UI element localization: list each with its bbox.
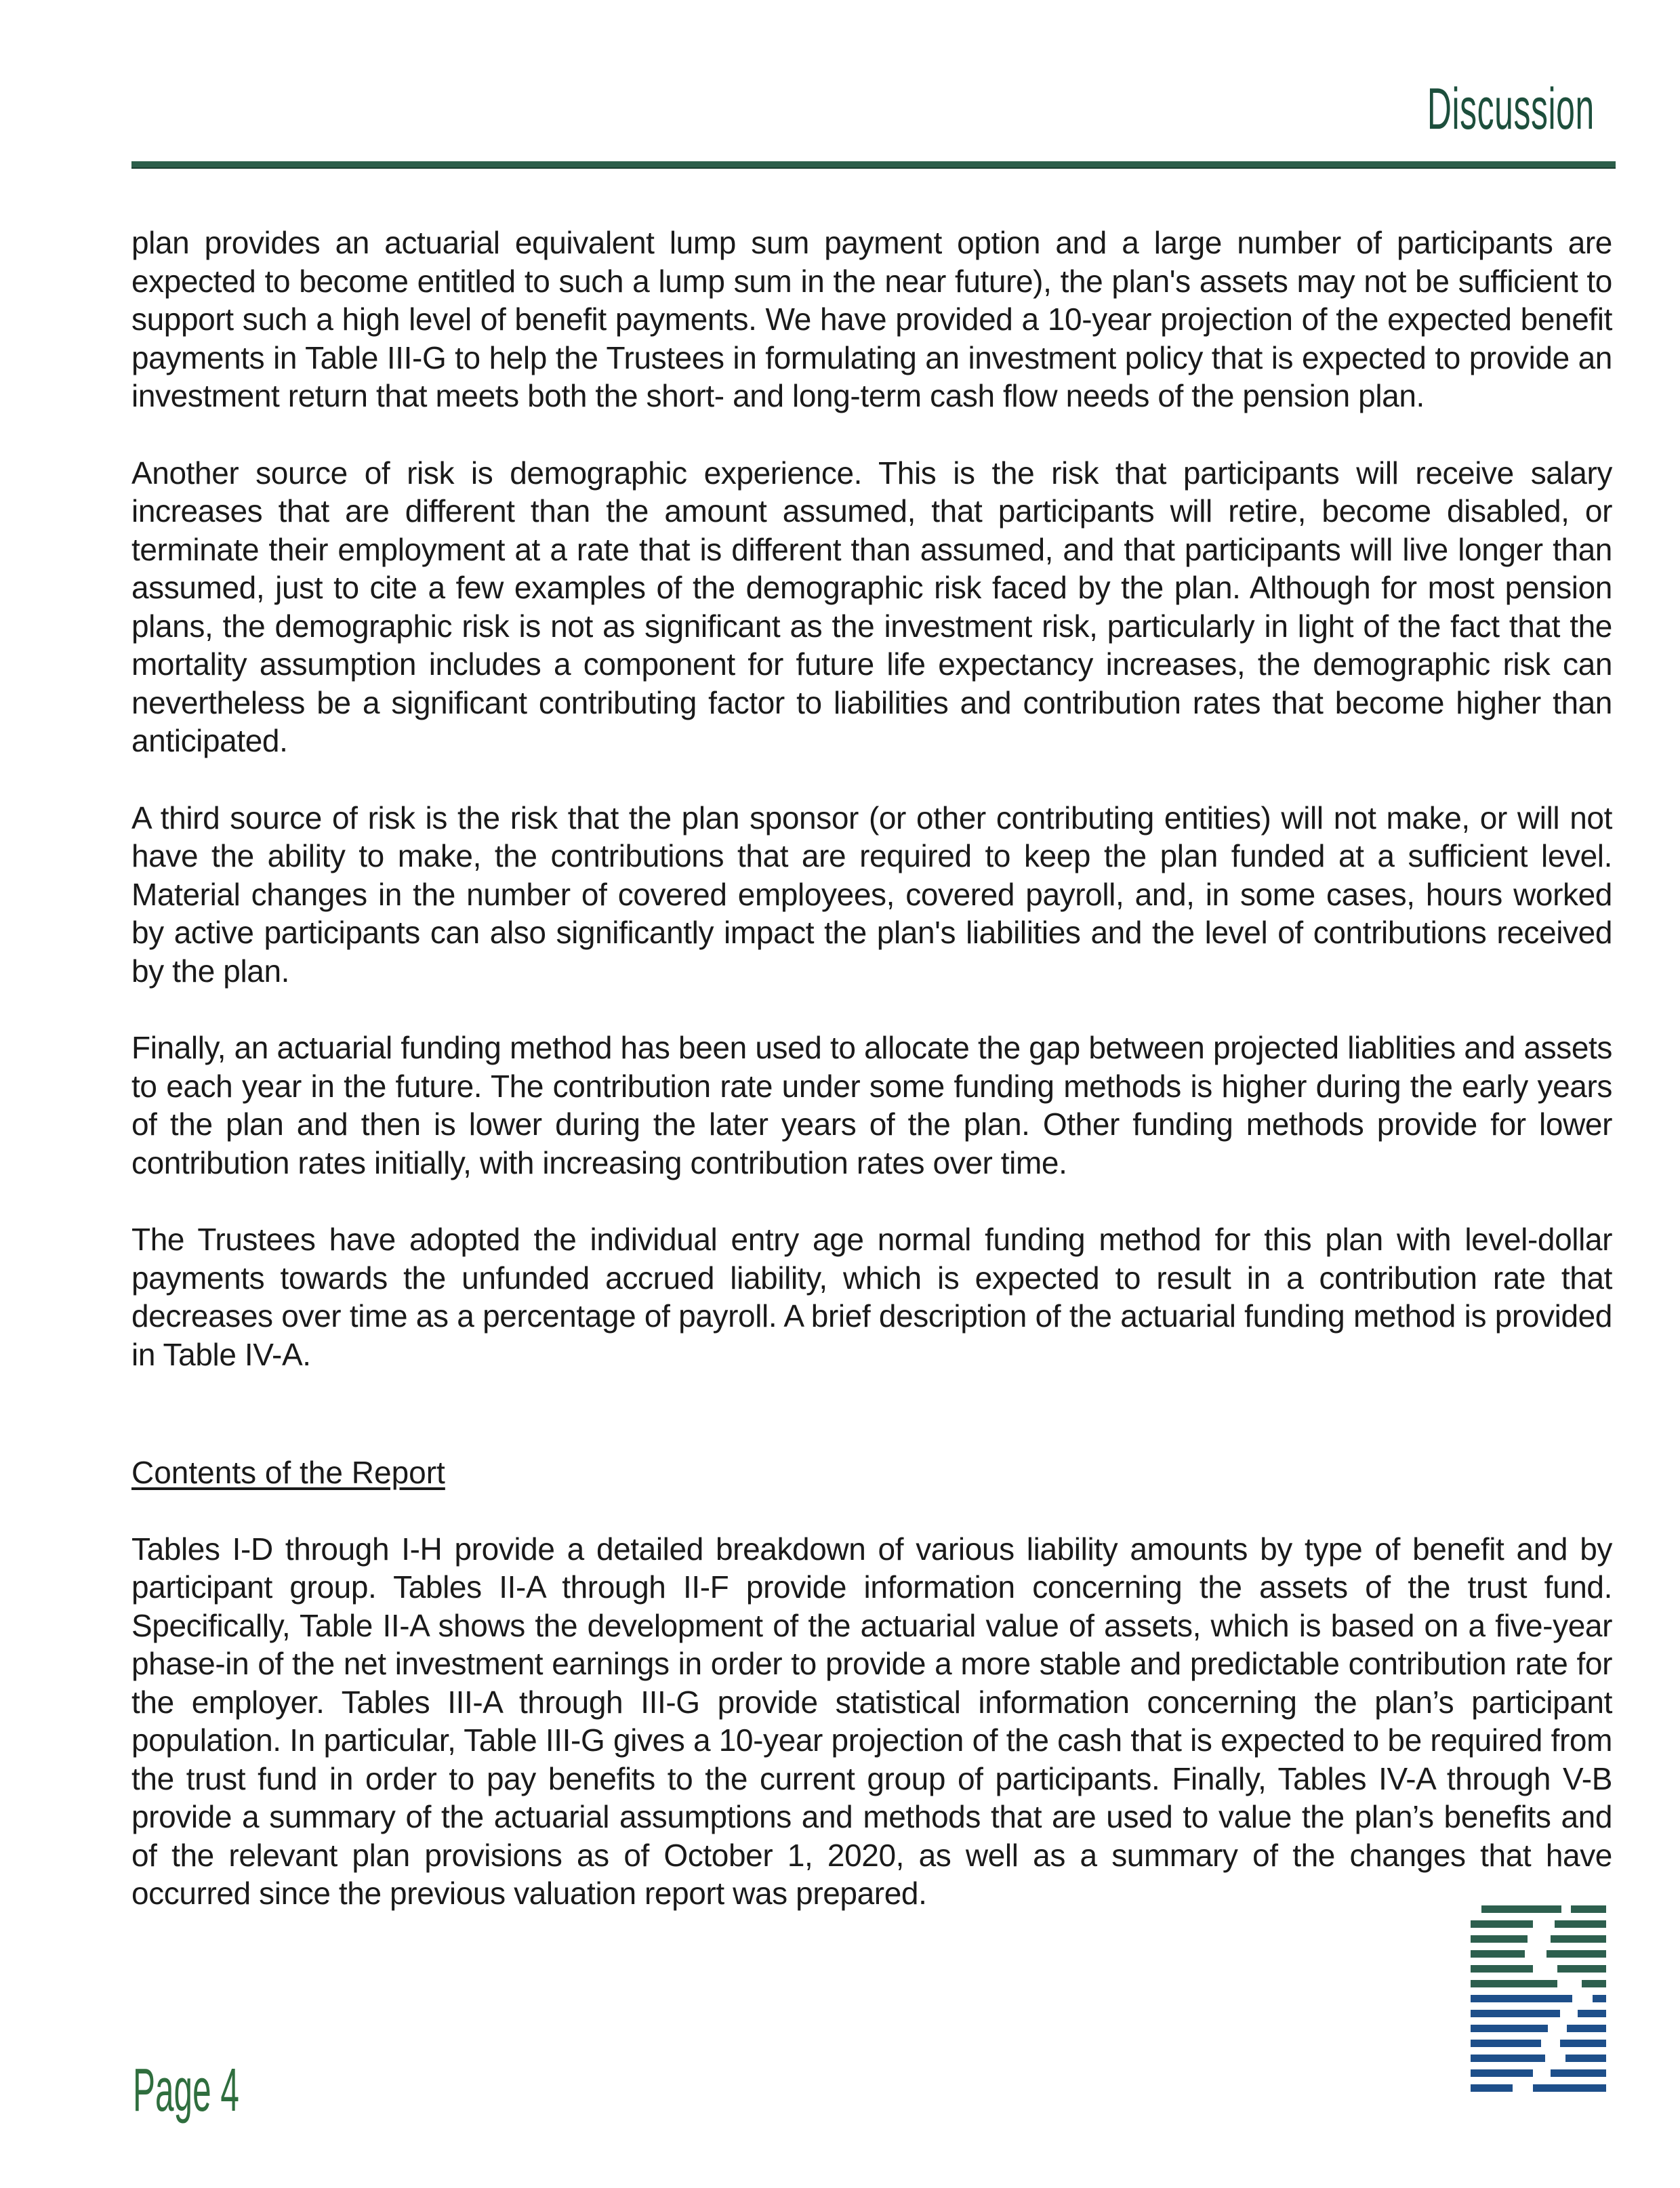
page-number: Page 4 [133, 2057, 239, 2124]
logo-stripe [1557, 1965, 1606, 1973]
paragraph-entry-age-normal: The Trustees have adopted the individual entry age normal funding method for this plan with level-dollar payments towards the unfunded accrued liability, which is expected to result in a contribution rate that decreases over time as a percentage of payroll. A brief description of the actuarial funding method is provided in Table IV-A. [131, 1222, 1612, 1372]
logo-stripe [1471, 1965, 1533, 1973]
firm-logo-icon [1471, 1905, 1606, 2102]
section-title: Discussion [1427, 77, 1595, 142]
logo-stripe [1471, 2069, 1533, 2077]
logo-stripe [1571, 1905, 1606, 1913]
logo-stripe [1582, 1980, 1606, 1987]
paragraph-contents: Tables I-D through I-H provide a detailed breakdown of various liability amounts by type of benefit and by participant group. Tables II-A through II-F provide information concerning the assets of the trust fund. Specifically, Table II-A shows the development of the actuarial value of assets, which is based on a five-year phase-in of the net investment earnings in order to provide a more stable and predictable contribution rate for the employer. Tables III-A through III-G provide statistical information concerning the plan’s participant population. In particular, Table III-G gives a 10-year projection of the cash that is expected to be required from the trust fund in order to pay benefits to the current group of participants. Finally, Tables IV-A through V-B provide a summary of the actuarial assumptions and methods that are used to value the plan’s benefits and of the relevant plan provisions as of October 1, 2020, as well as a summary of the changes that have occurred since the previous valuation report was prepared. [131, 1531, 1612, 1911]
logo-stripe [1560, 2040, 1606, 2047]
logo-stripe [1567, 2025, 1606, 2032]
paragraph-funding-method: Finally, an actuarial funding method has been used to allocate the gap between projected liablities and assets to each year in the future. The contribution rate under some funding methods is higher during the early years of the plan and then is lower during the later years of the plan. Other funding methods provide for lower contribution rates initially, with increasing contribution rates over time. [131, 1030, 1612, 1180]
paragraph-contribution-risk: A third source of risk is the risk that the plan sponsor (or other contributing entities) will not make, or will not have the ability to make, the contributions that are required to keep the plan funded at a sufficient level. Material changes in the number of covered employees, covered payroll, and, in some cases, hours worked by active participants can also significantly impact the plan's liabilities and the level of contributions received by the plan. [131, 800, 1612, 989]
logo-stripe [1471, 1920, 1533, 1928]
logo-stripe [1533, 2084, 1606, 2092]
logo-stripe [1471, 2055, 1545, 2062]
logo-stripe [1471, 1980, 1557, 1987]
logo-stripe [1471, 2025, 1548, 2032]
logo-stripe [1471, 2040, 1541, 2047]
logo-stripe [1578, 2010, 1606, 2017]
header-divider [131, 161, 1616, 169]
logo-stripe [1565, 2055, 1606, 2062]
logo-stripe [1471, 1935, 1528, 1943]
logo-stripe [1551, 2069, 1606, 2077]
logo-stripe [1471, 1995, 1572, 2002]
paragraph-lump-sum: plan provides an actuarial equivalent lump sum payment option and a large number of participants are expected to become entitled to such a lump sum in the near future), the plan's assets may not be sufficient to support such a high level of benefit payments. We have provided a 10-year projection of the expected benefit payments in Table III-G to help the Trustees in formulating an investment policy that is expected to provide an investment return that meets both the short- and long-term cash flow needs of the pension plan. [131, 225, 1612, 413]
logo-stripe [1471, 2010, 1560, 2017]
logo-stripe [1593, 1995, 1606, 2002]
logo-stripe [1551, 1935, 1606, 1943]
logo-stripe [1471, 1950, 1525, 1958]
logo-stripe [1546, 1950, 1606, 1958]
paragraph-demographic-risk: Another source of risk is demographic experience. This is the risk that participants will receive salary increases that are different than the amount assumed, that participants will retire, become disabled, or terminate their employment at a rate that is different than assumed, and that participants will live longer than assumed, just to cite a few examples of the demographic risk faced by the plan. Although for most pension plans, the demographic risk is not as significant as the investment risk, particularly in light of the fact that the mortality assumption includes a component for future life expectancy increases, the demographic risk can nevertheless be a significant contributing factor to liabilities and contribution rates that become higher than anticipated. [131, 455, 1612, 758]
logo-stripe [1555, 1920, 1606, 1928]
logo-stripe [1471, 2084, 1513, 2092]
contents-heading: Contents of the Report [131, 1455, 445, 1490]
document-body [131, 224, 1612, 1952]
logo-stripe [1481, 1905, 1561, 1913]
